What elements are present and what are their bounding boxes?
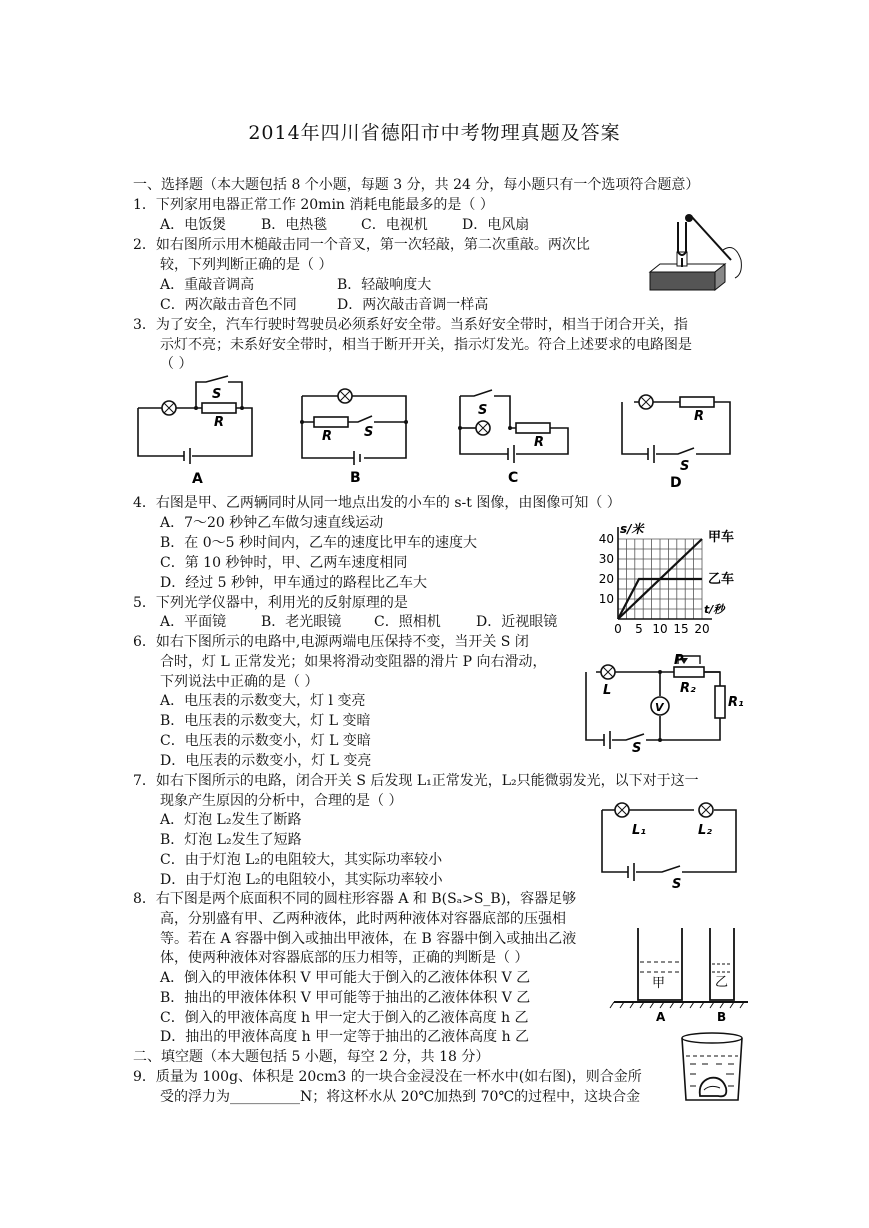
- y-axis-label: s/米: [620, 522, 644, 536]
- q1-option-a: A．电饭煲: [160, 217, 227, 233]
- circuit-a-caption: A: [192, 471, 203, 487]
- circuit-d-caption: D: [670, 475, 682, 491]
- circuit-option-c: [456, 384, 576, 488]
- label-s: S: [364, 425, 374, 440]
- q5-option-b: B．老光眼镜: [261, 614, 342, 630]
- q2-option-c: C．两次敲击音色不同: [160, 297, 297, 313]
- x-tick-label: 15: [673, 622, 689, 636]
- q6-option-b: B．电压表的示数变大，灯 L 变暗: [160, 713, 371, 729]
- label-s: S: [680, 459, 690, 474]
- q8-option-a: A．倒入的甲液体体积 V 甲可能大于倒入的乙液体体积 V 乙: [160, 970, 531, 986]
- q6-stem-line2: 合时，灯 L 正常发光；如果将滑动变阻器的滑片 P 向右滑动，: [160, 654, 547, 670]
- x-tick-label: 10: [652, 622, 668, 636]
- q7-option-b: B．灯泡 L₂发生了短路: [160, 832, 302, 848]
- page-title: 2014年四川省德阳市中考物理真题及答案: [248, 122, 621, 144]
- q3-stem-line1: 3．为了安全，汽车行驶时驾驶员必须系好安全带。当系好安全带时，相当于闭合开关，指: [133, 317, 688, 333]
- circuit-option-a: [134, 372, 259, 487]
- q4-option-d: D．经过 5 秒钟，甲车通过的路程比乙车大: [160, 575, 428, 591]
- container-b-label: B: [717, 1010, 727, 1024]
- q2-stem-line2: 较，下列判断正确的是（ ）: [160, 257, 333, 273]
- circuit-c-caption: C: [508, 470, 519, 486]
- series-label-yi: 乙车: [708, 572, 735, 587]
- q4-option-c: C．第 10 秒钟时，甲、乙两车速度相同: [160, 555, 408, 571]
- liquid-yi-label: 乙: [715, 975, 729, 990]
- label-l2: L₂: [698, 823, 712, 838]
- container-a-label: A: [656, 1010, 666, 1024]
- q8-option-b: B．抽出的甲液体体积 V 甲可能等于抽出的乙液体体积 V 乙: [160, 990, 531, 1006]
- label-r: R: [214, 415, 225, 430]
- q4-option-a: A．7～20 秒钟乙车做匀速直线运动: [160, 515, 384, 531]
- voltmeter-label: V: [655, 701, 664, 714]
- label-r2: R₂: [680, 681, 696, 696]
- q8-stem-line1: 8．右下图是两个底面积不同的圆柱形容器 A 和 B(Sₐ>S_B)，容器足够: [133, 891, 577, 907]
- q6-option-c: C．电压表的示数变小，灯 L 变暗: [160, 733, 371, 749]
- q2-option-b: B．轻敲响度大: [337, 277, 432, 293]
- section-1-heading: 一、选择题（本大题包括 8 个小题，每题 3 分，共 24 分，每小题只有一个选项符合题意）: [133, 177, 700, 193]
- q2-option-a: A．重敲音调高: [160, 277, 255, 293]
- q2-stem-line1: 2．如右图所示用木槌敲击同一个音叉，第一次轻敲，第二次重敲。两次比: [133, 237, 590, 253]
- series-label-jia: 甲车: [708, 530, 735, 545]
- section-2-heading: 二、填空题（本大题包括 5 小题，每空 2 分，共 18 分）: [133, 1049, 490, 1065]
- q2-option-d: D．两次敲击音调一样高: [337, 297, 489, 313]
- y-tick-label: 20: [598, 572, 614, 586]
- q6-option-a: A．电压表的示数变大，灯 l 变亮: [160, 693, 366, 709]
- y-tick-label: 40: [598, 532, 614, 546]
- x-tick-label: 20: [694, 622, 710, 636]
- q1-stem: 1．下列家用电器正常工作 20min 消耗电能最多的是（ ）: [133, 197, 494, 213]
- tuning-fork-figure: [645, 212, 745, 302]
- label-s: S: [632, 741, 642, 756]
- q7-option-c: C．由于灯泡 L₂的电阻较大，其实际功率较小: [160, 852, 443, 868]
- q5-option-d: D．近视眼镜: [476, 614, 558, 630]
- q6-option-d: D．电压表的示数变小，灯 L 变亮: [160, 753, 372, 769]
- q3-stem-line3: （ ）: [160, 356, 193, 372]
- label-r: R: [694, 409, 705, 424]
- q5-stem: 5．下列光学仪器中，利用光的反射原理的是: [133, 595, 408, 611]
- circuit-option-b: [298, 378, 416, 488]
- q1-option-c: C．电视机: [361, 217, 428, 233]
- label-p: P: [674, 653, 684, 668]
- x-tick-label: 0: [614, 622, 622, 636]
- y-tick-label: 30: [598, 552, 614, 566]
- q9-line2: 受的浮力为__________N；将这杯水从 20℃加热到 70℃的过程中，这块合金: [160, 1089, 641, 1105]
- q6-circuit-figure: [578, 652, 744, 756]
- q7-option-a: A．灯泡 L₂发生了断路: [160, 812, 302, 828]
- y-tick-label: 10: [598, 592, 614, 606]
- q9-line1: 9．质量为 100g、体积是 20cm3 的一块合金浸没在一杯水中(如右图)，则合金所: [133, 1069, 642, 1085]
- label-r1: R₁: [728, 695, 744, 710]
- label-l1: L₁: [632, 823, 646, 838]
- q8-stem-line3: 等。若在 A 容器中倒入或抽出甲液体，在 B 容器中倒入或抽出乙液: [160, 931, 577, 947]
- s-t-chart: [588, 518, 748, 634]
- liquid-jia-label: 甲: [652, 976, 666, 991]
- q8-stem-line2: 高，分别盛有甲、乙两种液体，此时两种液体对容器底部的压强相: [160, 911, 566, 927]
- q6-stem-line3: 下列说法中正确的是（ ）: [160, 674, 319, 690]
- q4-option-b: B．在 0～5 秒时间内，乙车的速度比甲车的速度大: [160, 535, 478, 551]
- x-tick-label: 5: [635, 622, 643, 636]
- q8-stem-line4: 体，使两种液体对容器底部的压力相等，正确的判断是（ ）: [160, 950, 529, 966]
- label-l: L: [603, 683, 612, 698]
- circuit-option-d: [618, 390, 738, 494]
- q8-option-d: D．抽出的甲液体高度 h 甲一定等于抽出的乙液体高度 h 乙: [160, 1029, 530, 1045]
- beaker-figure: [676, 1030, 748, 1106]
- q3-stem-line2: 示灯不亮；未系好安全带时，相当于断开开关，指示灯发光。符合上述要求的电路图是: [160, 337, 692, 353]
- label-r: R: [322, 429, 333, 444]
- q1-option-d: D．电风扇: [462, 217, 530, 233]
- label-r: R: [534, 435, 545, 450]
- q8-containers-figure: [614, 924, 754, 1024]
- circuit-b-caption: B: [350, 470, 361, 486]
- q7-stem-line2: 现象产生原因的分析中，合理的是（ ）: [160, 793, 403, 809]
- q5-option-a: A．平面镜: [160, 614, 227, 630]
- q6-stem-line1: 6．如右下图所示的电路中,电源两端电压保持不变，当开关 S 闭: [133, 634, 529, 650]
- q8-option-c: C．倒入的甲液体高度 h 甲一定大于倒入的乙液体高度 h 乙: [160, 1010, 529, 1026]
- label-s: S: [672, 877, 682, 892]
- q7-stem-line1: 7．如右下图所示的电路，闭合开关 S 后发现 L₁正常发光，L₂只能微弱发光，以下对于这一: [133, 773, 699, 789]
- q1-option-b: B．电热毯: [261, 217, 328, 233]
- q4-stem: 4．右图是甲、乙两辆同时从同一地点出发的小车的 s-t 图像，由图像可知（ ）: [133, 495, 621, 511]
- x-axis-label: t/秒: [704, 603, 725, 616]
- q7-option-d: D．由于灯泡 L₂的电阻较小，其实际功率较小: [160, 872, 443, 888]
- q5-option-c: C．照相机: [374, 614, 441, 630]
- label-s: S: [212, 387, 222, 402]
- label-s: S: [478, 403, 488, 418]
- q7-circuit-figure: [598, 800, 744, 890]
